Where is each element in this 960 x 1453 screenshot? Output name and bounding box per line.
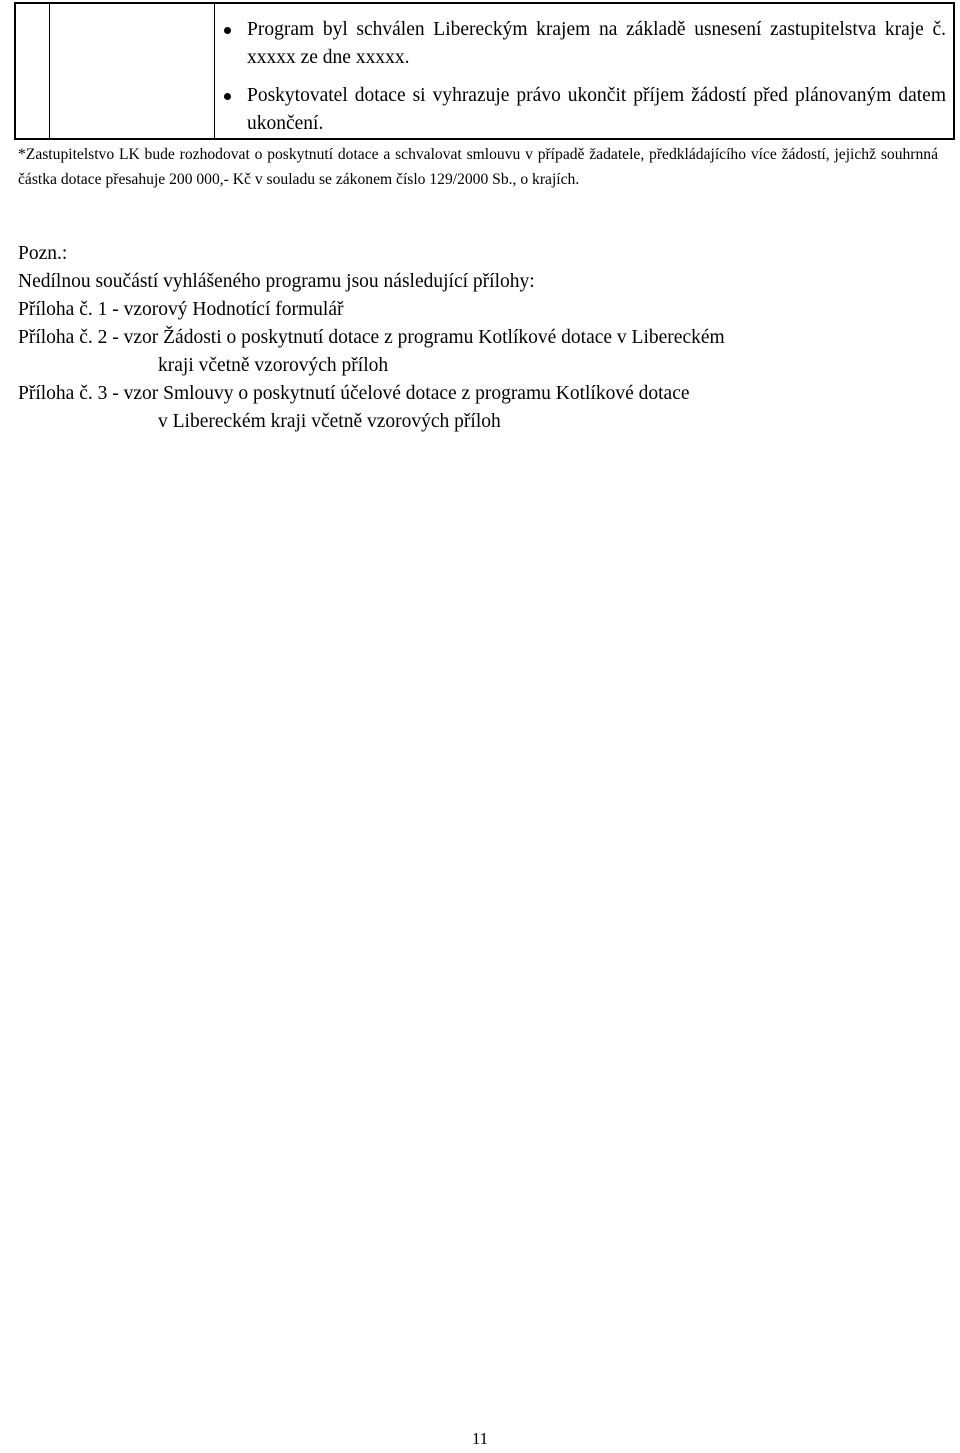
attachment-2: Příloha č. 2 - vzor Žádosti o poskytnutí dotace z programu Kotlíkové dotace v Libereckém bbox=[18, 327, 725, 348]
program-notes-list bbox=[224, 16, 946, 148]
list-item bbox=[224, 16, 946, 72]
attachment-3: Příloha č. 3 - vzor Smlouvy o poskytnutí účelové dotace z programu Kotlíkové dotace bbox=[18, 383, 690, 404]
table-column-divider bbox=[49, 4, 50, 138]
footnote: *Zastupitelstvo LK bude rozhodovat o poskytnutí dotace a schvalovat smlouvu v případě žadatele, předkládajícího více žádostí, jejichž souhrnná částka dotace přesahuje 200 000,- Kč v souladu se zákonem číslo 129/2000 Sb., o krajích. bbox=[18, 146, 938, 188]
bullet-text: Poskytovatel dotace si vyhrazuje právo ukončit příjem žádostí před plánovaným datem ukončení. bbox=[247, 85, 946, 134]
attachment-3-continuation: v Libereckém kraji včetně vzorových příloh bbox=[158, 411, 501, 432]
attachment-2-continuation: kraji včetně vzorových příloh bbox=[158, 355, 389, 376]
note-intro: Nedílnou součástí vyhlášeného programu jsou následující přílohy: bbox=[18, 271, 535, 292]
attachments-note bbox=[18, 240, 938, 436]
bullet-icon bbox=[224, 27, 231, 34]
bullet-text: Program byl schválen Libereckým krajem na základě usnesení zastupitelstva kraje č. xxxxx ze dne xxxxx. bbox=[247, 19, 946, 68]
note-label: Pozn.: bbox=[18, 243, 68, 264]
list-item bbox=[224, 82, 946, 138]
bullet-icon bbox=[224, 93, 231, 100]
table-column-divider bbox=[214, 4, 215, 138]
attachment-1: Příloha č. 1 - vzorový Hodnotící formulář bbox=[18, 299, 344, 320]
page-number: 11 bbox=[471, 1429, 489, 1448]
